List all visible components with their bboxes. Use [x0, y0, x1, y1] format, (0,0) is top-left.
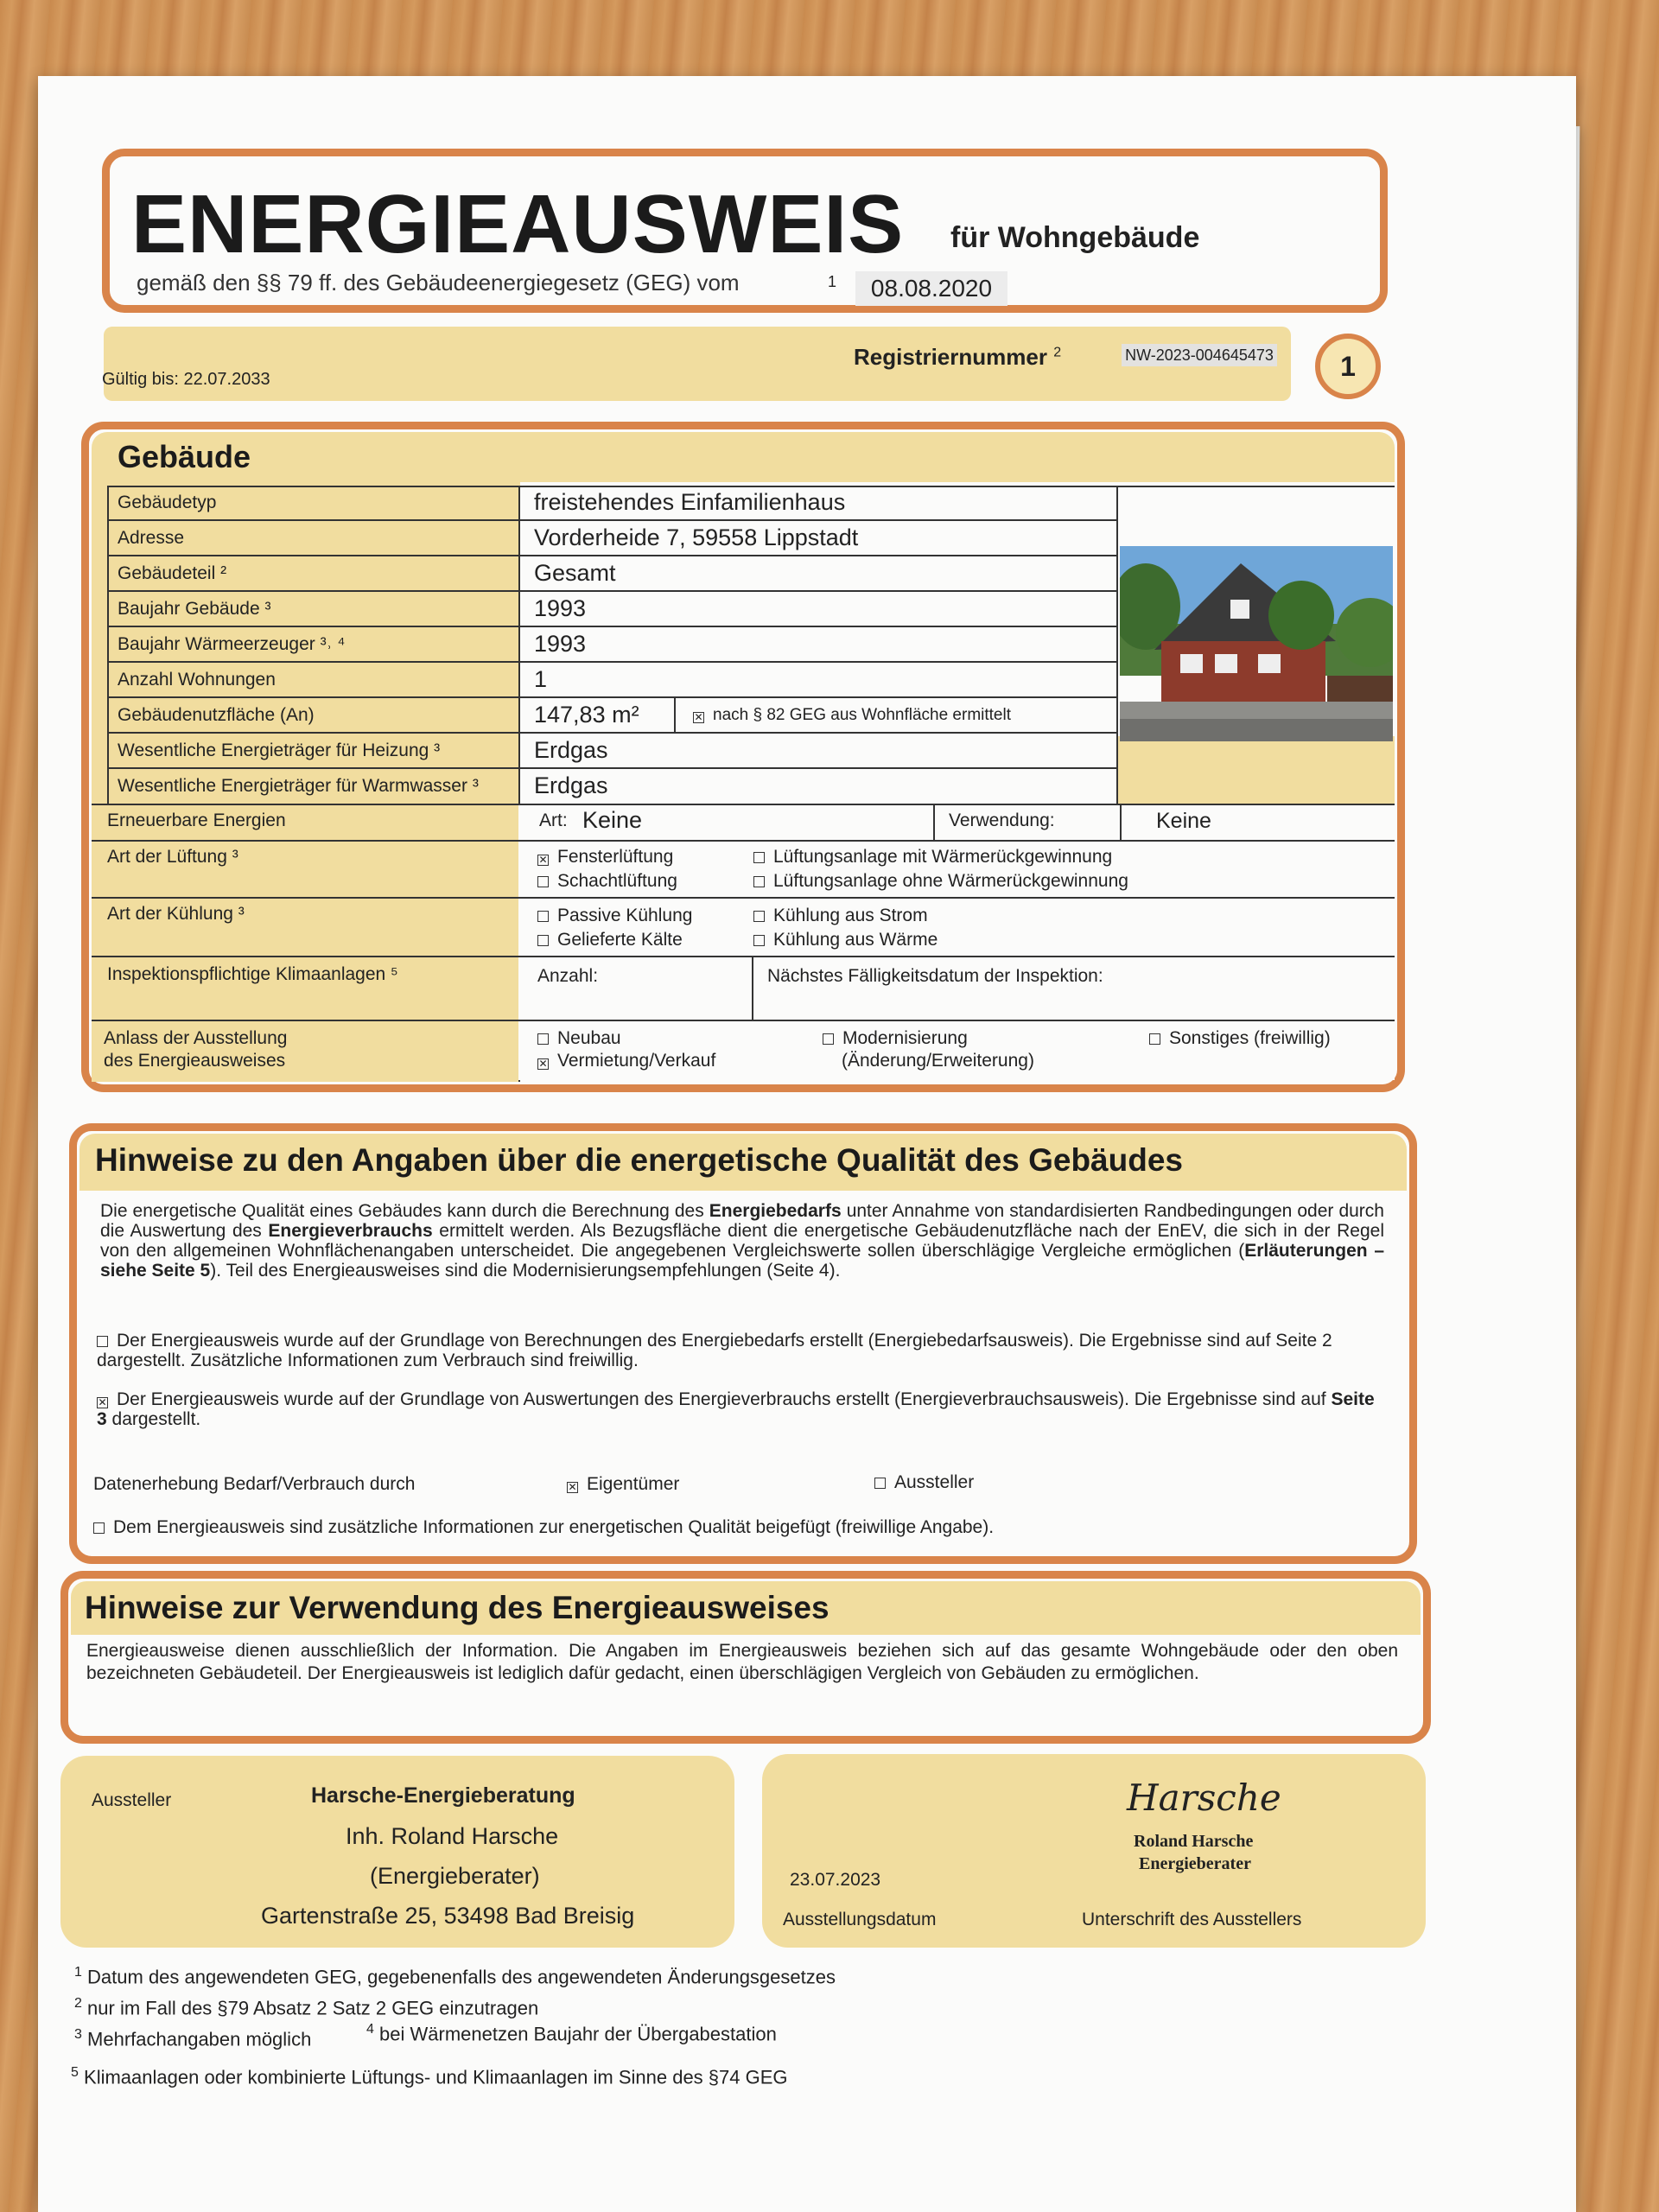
issue-date: 23.07.2023	[790, 1870, 881, 1890]
usage-notes-title: Hinweise zur Verwendung des Energieausweises	[85, 1590, 830, 1625]
row-label: Wesentliche Energieträger für Warmwasser ³	[118, 776, 479, 796]
checkbox[interactable]	[823, 1033, 834, 1045]
house-illustration	[1120, 546, 1393, 741]
vent-heat-recovery: Lüftungsanlage mit Wärmerückgewinnung	[753, 847, 1112, 868]
line	[933, 805, 935, 840]
renewables-use-label: Verwendung:	[949, 810, 1055, 830]
page-number-badge: 1	[1315, 334, 1381, 399]
row-label: Wesentliche Energieträger für Heizung ³	[118, 741, 441, 760]
data-by-issuer: Aussteller	[874, 1472, 974, 1492]
issuer-owner: Inh. Roland Harsche	[346, 1823, 559, 1849]
renewables-type: Keine	[582, 807, 643, 833]
row-address	[107, 521, 1118, 556]
checkbox[interactable]	[537, 876, 549, 887]
row-units	[107, 663, 1118, 698]
handwritten-signature: Harsche	[1127, 1777, 1281, 1819]
law-reference: gemäß den §§ 79 ff. des Gebäudeenergiegesetz (GEG) vom	[137, 270, 740, 296]
row-label: Gebäudenutzfläche (An)	[118, 705, 315, 725]
vent-window: ✕ Fensterlüftung	[538, 847, 674, 867]
renewables-type-label: Art:	[539, 810, 568, 830]
footnote-1: $^1$ Datum des angewendeten GEG, gegebenenfalls des angewendeten Änderungsgesetzes	[74, 1965, 836, 1988]
row-value: Erdgas	[534, 737, 608, 763]
row-label: Baujahr Wärmeerzeuger ³˒ ⁴	[118, 634, 346, 654]
checkbox-checked[interactable]: ✕	[538, 1058, 548, 1070]
cool-delivered: Gelieferte Kälte	[537, 930, 683, 950]
footnote-4: $^4$ bei Wärmenetzen Baujahr der Übergabestation	[366, 2022, 777, 2045]
row-construction-year	[107, 592, 1118, 627]
checkbox[interactable]	[753, 911, 765, 922]
checkbox[interactable]	[753, 876, 765, 887]
row-value: Erdgas	[534, 772, 608, 798]
document-subtitle: für Wohngebäude	[950, 221, 1200, 254]
option-consumption: ✕ Der Energieausweis wurde auf der Grundlage von Auswertungen des Energieverbrauchs erstellt (Energieverbrauchsausweis). Die Ergebnisse sind auf Seite 3 dargestellt.	[97, 1389, 1375, 1429]
footnote-3: $^3$ Mehrfachangaben möglich	[74, 2027, 312, 2050]
checkbox[interactable]	[537, 1033, 549, 1045]
law-date: 08.08.2020	[855, 271, 1007, 306]
cooling-label: Art der Kühlung ³	[107, 904, 245, 924]
footnote-5: $^5$ Klimaanlagen oder kombinierte Lüftungs- und Klimaanlagen im Sinne des §74 GEG	[71, 2065, 788, 2088]
row-value: 1993	[534, 595, 587, 621]
law-footnote-ref: 1	[828, 273, 837, 290]
cool-electric: Kühlung aus Strom	[753, 906, 928, 926]
extra-info-option: Dem Energieausweis sind zusätzliche Informationen zur energetischen Qualität beigefügt (freiwillige Angabe).	[93, 1517, 994, 1537]
row-value: 1993	[534, 631, 587, 657]
reason-new: Neubau	[537, 1028, 621, 1049]
checkbox-checked[interactable]: ✕	[568, 1481, 577, 1493]
checkbox[interactable]	[874, 1478, 886, 1489]
reason-modernisation-sub: (Änderung/Erweiterung)	[842, 1051, 1034, 1071]
vent-shaft: Schachtlüftung	[537, 871, 677, 892]
photo-bottom-fill	[1118, 736, 1395, 804]
quality-notes-title: Hinweise zu den Angaben über die energetische Qualität des Gebäudes	[95, 1142, 1183, 1178]
cool-heat: Kühlung aus Wärme	[753, 930, 938, 950]
row-label: Anzahl Wohnungen	[118, 670, 276, 690]
inspection-count-label: Anzahl:	[537, 966, 599, 986]
line	[752, 957, 753, 1020]
vent-no-recovery: Lüftungsanlage ohne Wärmerückgewinnung	[753, 871, 1128, 892]
issue-date-label: Ausstellungsdatum	[783, 1910, 937, 1929]
renewables-label: Erneuerbare Energien	[107, 810, 286, 830]
inspection-date-label: Nächstes Fälligkeitsdatum der Inspektion:	[767, 966, 1103, 986]
row-label: Gebäudeteil ²	[118, 563, 227, 583]
data-by-owner: ✕ Eigentümer	[568, 1474, 680, 1494]
row-value: Vorderheide 7, 59558 Lippstadt	[534, 524, 859, 550]
reason-label-1: Anlass der Ausstellung	[104, 1028, 288, 1048]
stamp-role: Energieberater	[1139, 1854, 1251, 1873]
registration-number: NW-2023-004645473	[1122, 344, 1277, 366]
reason-other: Sonstiges (freiwillig)	[1149, 1028, 1331, 1049]
ventilation-label: Art der Lüftung ³	[107, 847, 238, 867]
row-value: freistehendes Einfamilienhaus	[534, 489, 846, 515]
checkbox[interactable]	[1149, 1033, 1160, 1045]
footnote-2: $^2$ nur im Fall des §79 Absatz 2 Satz 2 GEG einzutragen	[74, 1996, 539, 2019]
checkbox-checked[interactable]: ✕	[98, 1396, 107, 1408]
row-label: Adresse	[118, 528, 185, 548]
checkbox[interactable]	[753, 852, 765, 863]
area-divider	[674, 698, 676, 733]
checkbox-checked[interactable]: ✕	[538, 854, 548, 866]
reason-modernisation: Modernisierung	[823, 1028, 968, 1049]
reason-rent-sale: ✕ Vermietung/Verkauf	[538, 1051, 716, 1071]
line	[1120, 805, 1122, 840]
registration-bar	[104, 327, 1291, 401]
signature-label: Unterschrift des Ausstellers	[1082, 1910, 1302, 1929]
row-label: Gebäudetyp	[118, 493, 217, 512]
option-demand: Der Energieausweis wurde auf der Grundlage von Berechnungen des Energiebedarfs erstellt (Energiebedarfsausweis). Die Ergebnisse sind auf Seite 2 dargestellt. Zusätzliche Informationen zum Verbrauch sind freiwillig.	[97, 1331, 1332, 1370]
reason-label-2: des Energieausweises	[104, 1051, 286, 1071]
checkbox[interactable]	[753, 935, 765, 946]
valid-until: Gültig bis: 22.07.2033	[102, 370, 270, 389]
row-usable-area	[107, 698, 1118, 734]
issuer-role: (Energieberater)	[370, 1863, 540, 1889]
issuer-company: Harsche-Energieberatung	[311, 1783, 575, 1808]
checkbox[interactable]	[97, 1336, 108, 1347]
area-note: ✕ nach § 82 GEG aus Wohnfläche ermittelt	[694, 706, 1011, 724]
quality-notes-paragraph: Die energetische Qualität eines Gebäudes kann durch die Berechnung des Energiebedarfs unter Annahme von standardisierten Randbedingungen oder durch die Auswertung des Energieverbrauchs ermittelt werden. Als Bezugsfläche dient die energetische Gebäudenutzfläche nach der EnEV, die sich in der Regel von den allgemeinen Wohnflächenangaben unterscheidet. Die angegebenen Vergleichswerte sollen überschlägige Vergleiche ermöglichen (Erläuterungen – siehe Seite 5). Teil des Energieausweises sind die Modernisierungsempfehlungen (Seite 4).	[100, 1201, 1384, 1281]
cool-passive: Passive Kühlung	[537, 906, 692, 926]
stamp-name: Roland Harsche	[1134, 1832, 1254, 1851]
row-heater-year	[107, 627, 1118, 663]
usage-notes-text: Energieausweise dienen ausschließlich der Information. Die Angaben im Energieausweis beziehen sich auf das gesamte Wohngebäude oder den oben bezeichneten Gebäudeteil. Der Energieausweis ist lediglich dafür gedacht, einen überschlägigen Vergleich von Gebäuden zu ermöglichen.	[86, 1641, 1398, 1683]
building-section-title: Gebäude	[118, 439, 251, 474]
row-heating-carrier	[107, 734, 1118, 769]
data-collection-label: Datenerhebung Bedarf/Verbrauch durch	[93, 1474, 416, 1494]
row-label: Baujahr Gebäude ³	[118, 599, 271, 619]
row-value: 147,83 m²	[534, 702, 639, 728]
registration-label: Registriernummer $^2$	[854, 344, 1062, 370]
building-photo	[1120, 546, 1393, 741]
row-water-carrier	[107, 769, 1118, 805]
inspection-label: Inspektionspflichtige Klimaanlagen ⁵	[107, 964, 398, 984]
issuer-label: Aussteller	[92, 1790, 172, 1810]
row-value: 1	[534, 666, 548, 692]
document-title: ENERGIEAUSWEIS	[131, 178, 905, 270]
row-building-part	[107, 556, 1118, 592]
checkbox[interactable]	[537, 935, 549, 946]
issuer-address: Gartenstraße 25, 53498 Bad Breisig	[261, 1903, 635, 1929]
renewables-use: Keine	[1156, 809, 1211, 833]
checkbox[interactable]	[93, 1522, 105, 1534]
row-value: Gesamt	[534, 560, 616, 586]
checkbox[interactable]	[537, 911, 549, 922]
row-building-type	[107, 486, 1118, 521]
checkbox-area-checked[interactable]: ✕	[694, 711, 703, 723]
building-header-bar	[92, 432, 1395, 482]
